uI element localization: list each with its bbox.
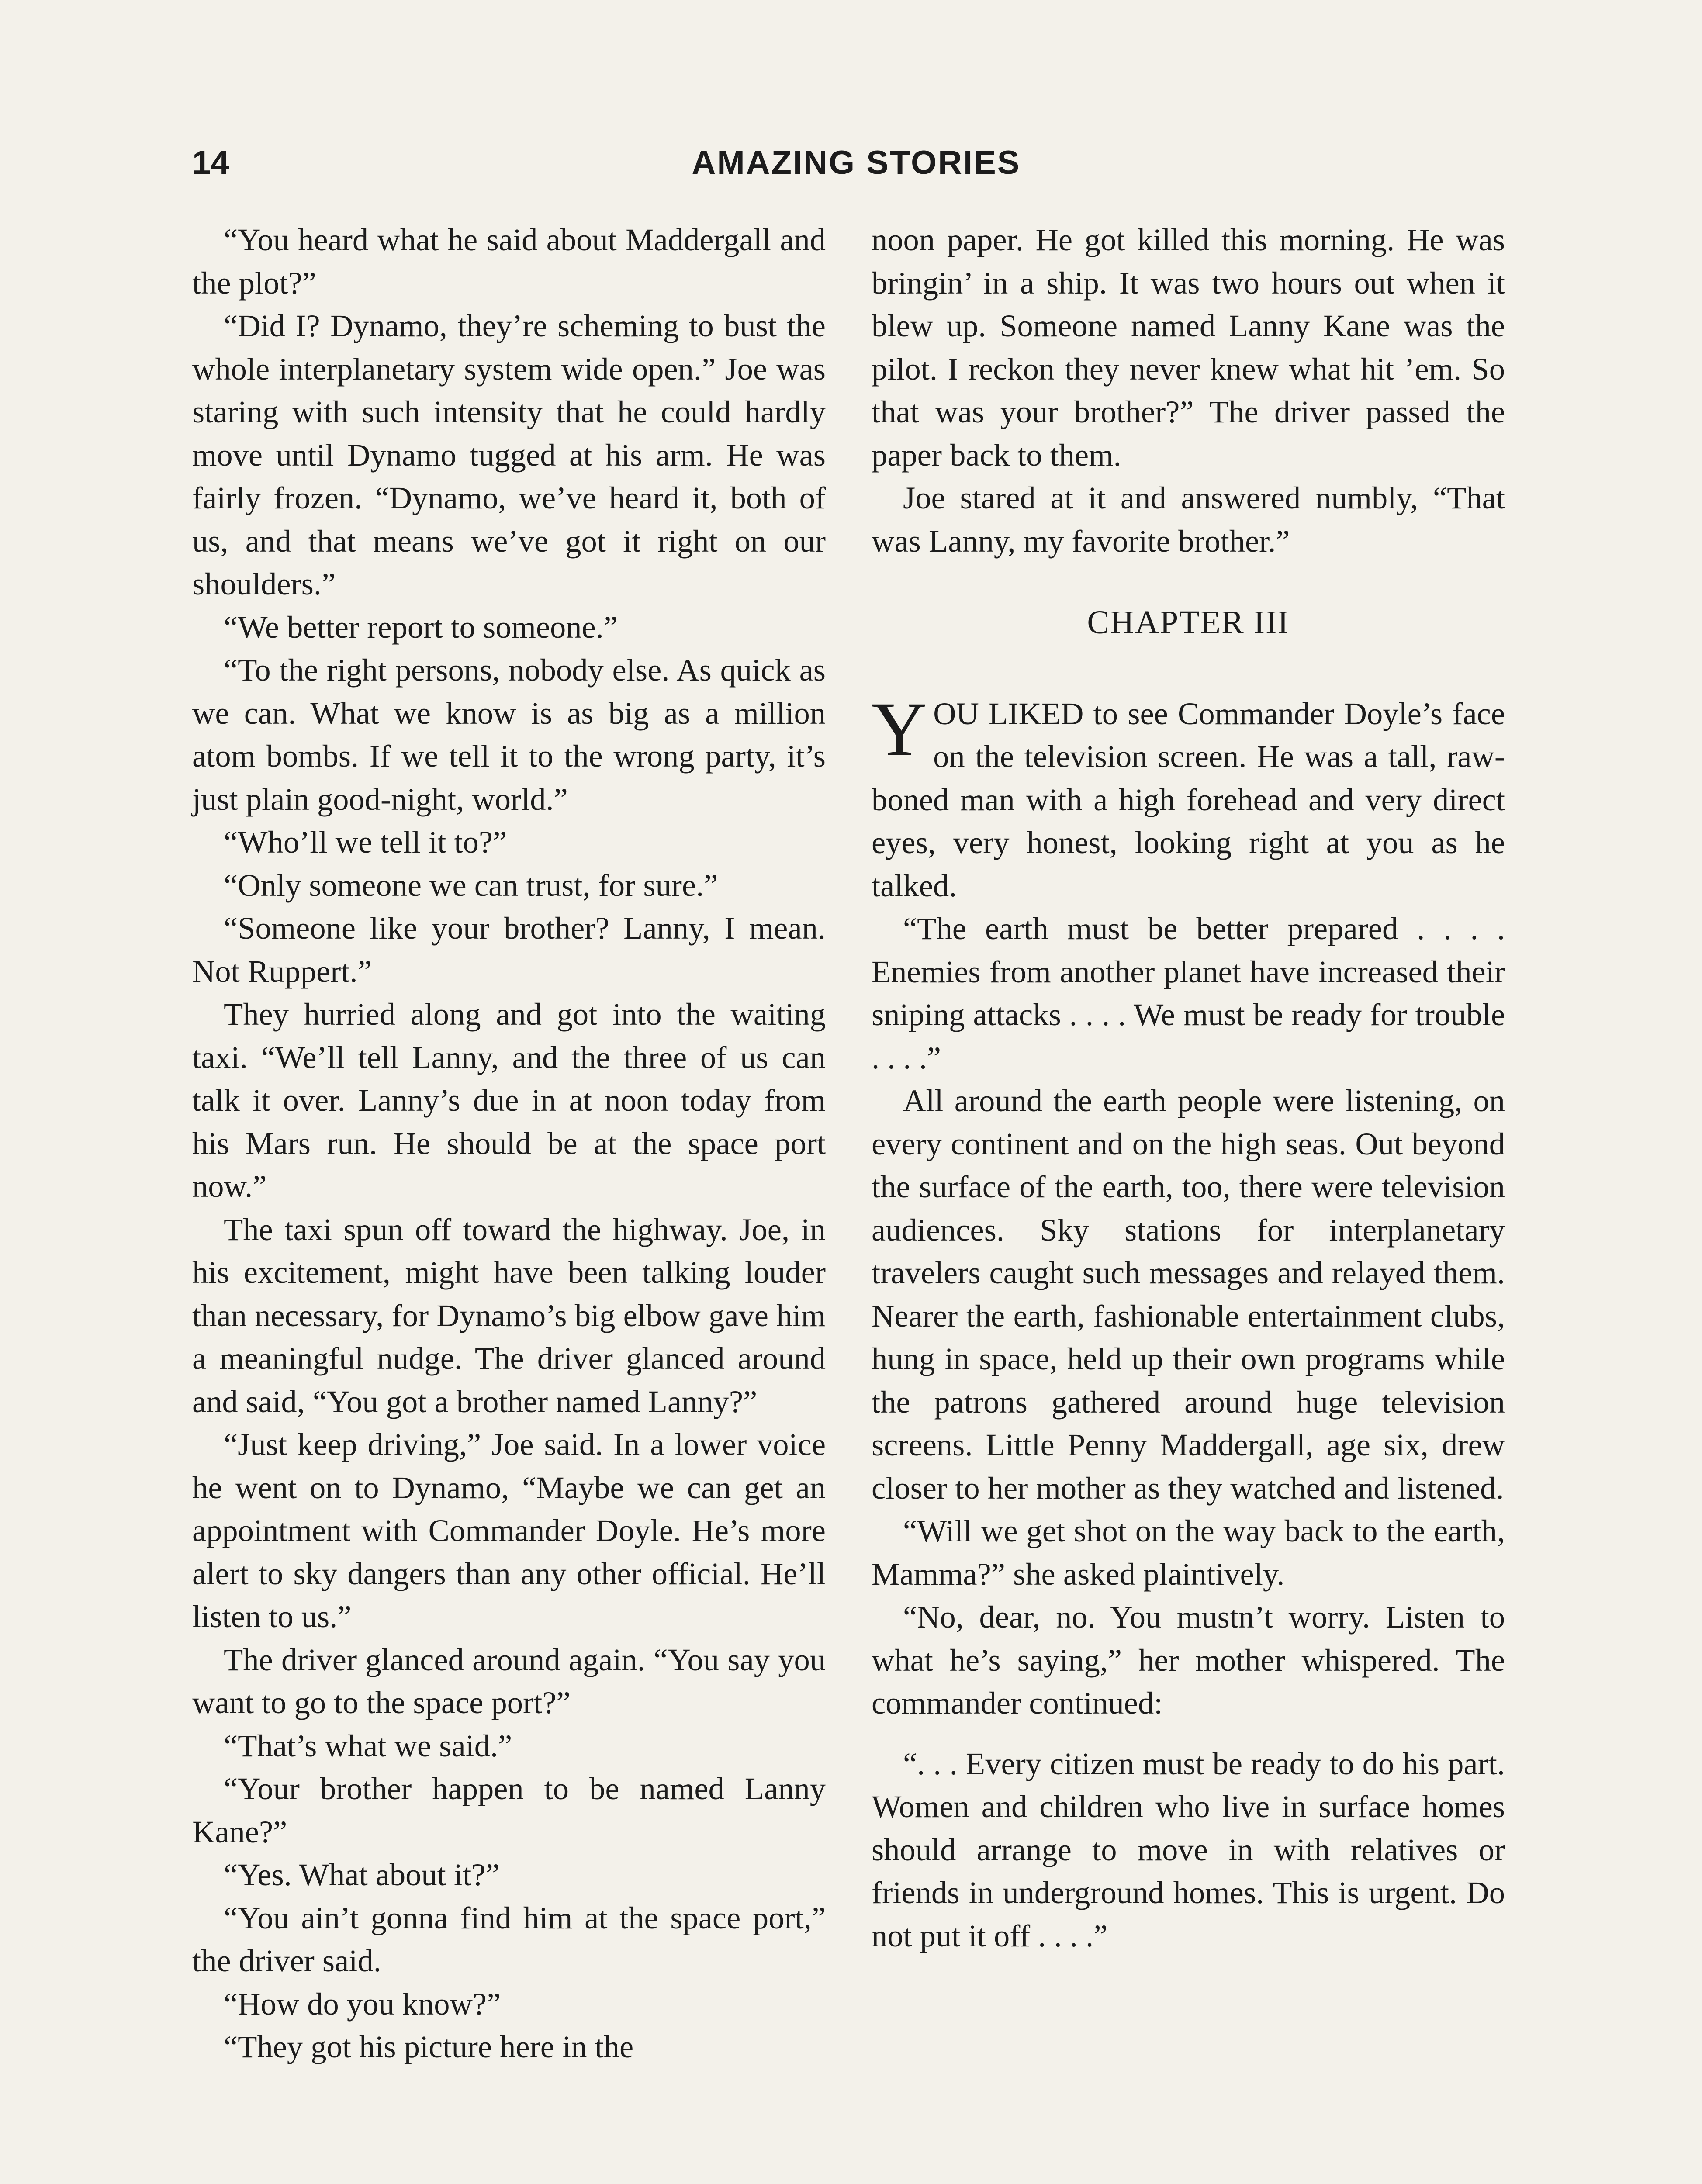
quoted-broadcast: “. . . Every citizen must be ready to do his part. Women and children who live in surface homes should arrange to move in with relatives or friends in underground homes. This is urgent. Do not put it off . . . .” (872, 1745, 1505, 1953)
paragraph: “Your brother happen to be named Lanny Kane?” (192, 1771, 826, 1849)
paragraph: “Who’ll we tell it to?” (224, 824, 507, 860)
spacer (872, 1725, 1505, 1742)
chapter-opening-text: OU LIKED to see Commander Doyle’s face on the television screen. He was a tall, raw-boned man with a high forehead and very direct eyes, very honest, looking right at you as he talked. (872, 695, 1505, 903)
paragraph: “Yes. What about it?” (224, 1857, 500, 1892)
paragraph: “We better report to someone.” (224, 609, 618, 645)
paragraph: “Only someone we can trust, for sure.” (224, 867, 718, 903)
paragraph: Joe stared at it and answered numbly, “That was Lanny, my favorite brother.” (872, 480, 1505, 559)
paragraph: “You ain’t gonna find him at the space port,” the driver said. (192, 1900, 826, 1978)
page-number: 14 (192, 144, 229, 181)
paragraph: “How do you know?” (224, 1986, 501, 2022)
paragraph: “That’s what we said.” (224, 1728, 512, 1763)
paragraph: “Will we get shot on the way back to the earth, Mamma?” she asked plaintively. (872, 1513, 1505, 1592)
chapter-heading: CHAPTER III (1087, 604, 1290, 641)
paragraph: “No, dear, no. You mustn’t worry. Listen to what he’s saying,” her mother whispered. The commander continued: (872, 1599, 1505, 1721)
page-header (192, 139, 1520, 187)
left-column (192, 218, 826, 2069)
paragraph: “You heard what he said about Maddergall and the plot?” (192, 222, 826, 301)
paragraph: The driver glanced around again. “You say you want to go to the space port?” (192, 1641, 826, 1720)
paragraph: “To the right persons, nobody else. As quick as we can. What we know is as big as a million atom bombs. If we tell it to the wrong party, it’s just plain good-night, world.” (192, 652, 826, 817)
chapter-opening-paragraph (872, 686, 1505, 908)
paragraph: “Someone like your brother? Lanny, I mean. Not Ruppert.” (192, 910, 826, 989)
paragraph-continued: noon paper. He got killed this morning. He was bringin’ in a ship. It was two hours out when it blew up. Someone named Lanny Kane was the pilot. I reckon they never knew what hit ’em. So that was your brother?” The driver passed the paper back to them. (872, 222, 1505, 473)
running-head: AMAZING STORIES (692, 144, 1021, 181)
paragraph: “The earth must be better prepared . . . . Enemies from another planet have increased their sniping attacks . . . . We must be ready for trouble . . . .” (872, 911, 1505, 1075)
right-column (872, 218, 1505, 1957)
paragraph: All around the earth people were listening, on every continent and on the high seas. Out beyond the surface of the earth, too, there were television audiences. Sky stations for interplanetary travelers caught such messages and relayed them. Nearer the earth, fashionable entertainment clubs, hung in space, held up their own programs while the patrons gathered around huge television screens. Little Penny Maddergall, age six, drew closer to her mother as they watched and listened. (872, 1083, 1505, 1506)
paragraph: They hurried along and got into the waiting taxi. “We’ll tell Lanny, and the three of us can talk it over. Lanny’s due in at noon today from his Mars run. He should be at the space port now.” (192, 996, 826, 1204)
paragraph: The taxi spun off toward the highway. Joe, in his excitement, might have been talking louder than necessary, for Dynamo’s big elbow gave him a meaningful nudge. The driver glanced around and said, “You got a brother named Lanny?” (192, 1211, 826, 1419)
paragraph: “Did I? Dynamo, they’re scheming to bust the whole interplanetary system wide open.” Joe was staring with such intensity that he could hardly move until Dynamo tugged at his arm. He was fairly frozen. “Dynamo, we’ve heard it, both of us, and that means we’ve got it right on our shoulders.” (192, 308, 826, 601)
drop-cap: Y (872, 686, 927, 772)
paragraph: “They got his picture here in the (224, 2029, 634, 2064)
paragraph: “Just keep driving,” Joe said. In a lower voice he went on to Dynamo, “Maybe we can get an appointment with Commander Doyle. He’s more alert to sky dangers than any other official. He’ll listen to us.” (192, 1427, 826, 1634)
